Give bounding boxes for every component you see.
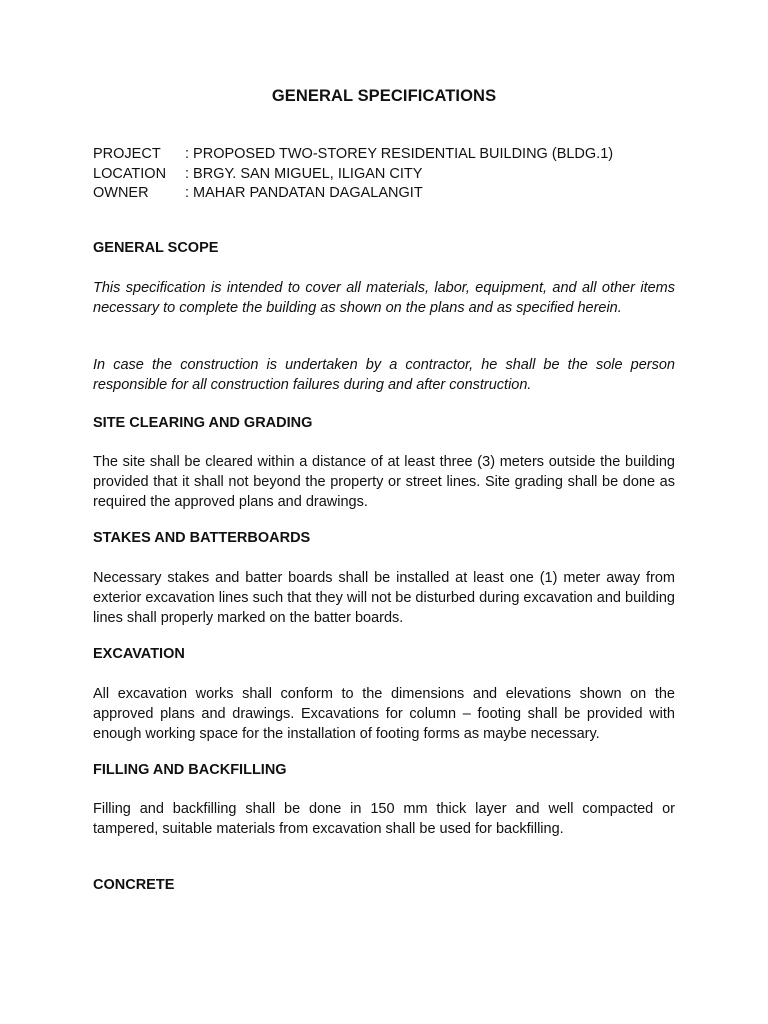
project-info <box>93 145 693 204</box>
section-heading-stakes: STAKES AND BATTERBOARDS <box>93 530 311 546</box>
project-label: PROJECT <box>93 146 161 162</box>
site-clearing-paragraph: The site shall be cleared within a distance of at least three (3) meters outside the building provided that it shall not beyond the property or street lines. Site grading shall be done as required the approved plans and drawings. <box>93 454 675 510</box>
general-scope-paragraph-2: In case the construction is undertaken by a contractor, he shall be the sole person responsible for all construction failures during and after construction. <box>93 357 675 393</box>
stakes-paragraph: Necessary stakes and batter boards shall be installed at least one (1) meter away from exterior excavation lines such that they will not be disturbed during excavation and building lines shall properly marked on the batter boards. <box>93 570 675 626</box>
section-heading-site-clearing: SITE CLEARING AND GRADING <box>93 415 313 431</box>
general-scope-paragraph-1: This specification is intended to cover all materials, labor, equipment, and all other items necessary to complete the building as shown on the plans and as specified herein. <box>93 280 675 316</box>
owner-value: : MAHAR PANDATAN DAGALANGIT <box>185 185 423 201</box>
location-value: : BRGY. SAN MIGUEL, ILIGAN CITY <box>185 165 423 182</box>
document-title: GENERAL SPECIFICATIONS <box>271 87 497 105</box>
location-label: LOCATION <box>93 165 167 182</box>
owner-row <box>93 184 693 204</box>
location-row <box>93 165 693 185</box>
excavation-paragraph: All excavation works shall conform to the dimensions and elevations shown on the approved plans and drawings. Excavations for column – footing shall be provided with enough working space for the installation of footing forms as maybe necessary. <box>93 686 675 742</box>
section-heading-general-scope: GENERAL SCOPE <box>93 240 219 256</box>
project-value: : PROPOSED TWO-STOREY RESIDENTIAL BUILDING (BLDG.1) <box>185 146 614 162</box>
section-heading-filling: FILLING AND BACKFILLING <box>93 762 287 778</box>
section-heading-excavation: EXCAVATION <box>93 646 185 662</box>
owner-label: OWNER <box>93 185 149 201</box>
filling-paragraph: Filling and backfilling shall be done in 150 mm thick layer and well compacted or tampered, suitable materials from excavation shall be used for backfilling. <box>93 801 675 837</box>
section-heading-concrete: CONCRETE <box>93 877 175 893</box>
project-row <box>93 145 693 165</box>
